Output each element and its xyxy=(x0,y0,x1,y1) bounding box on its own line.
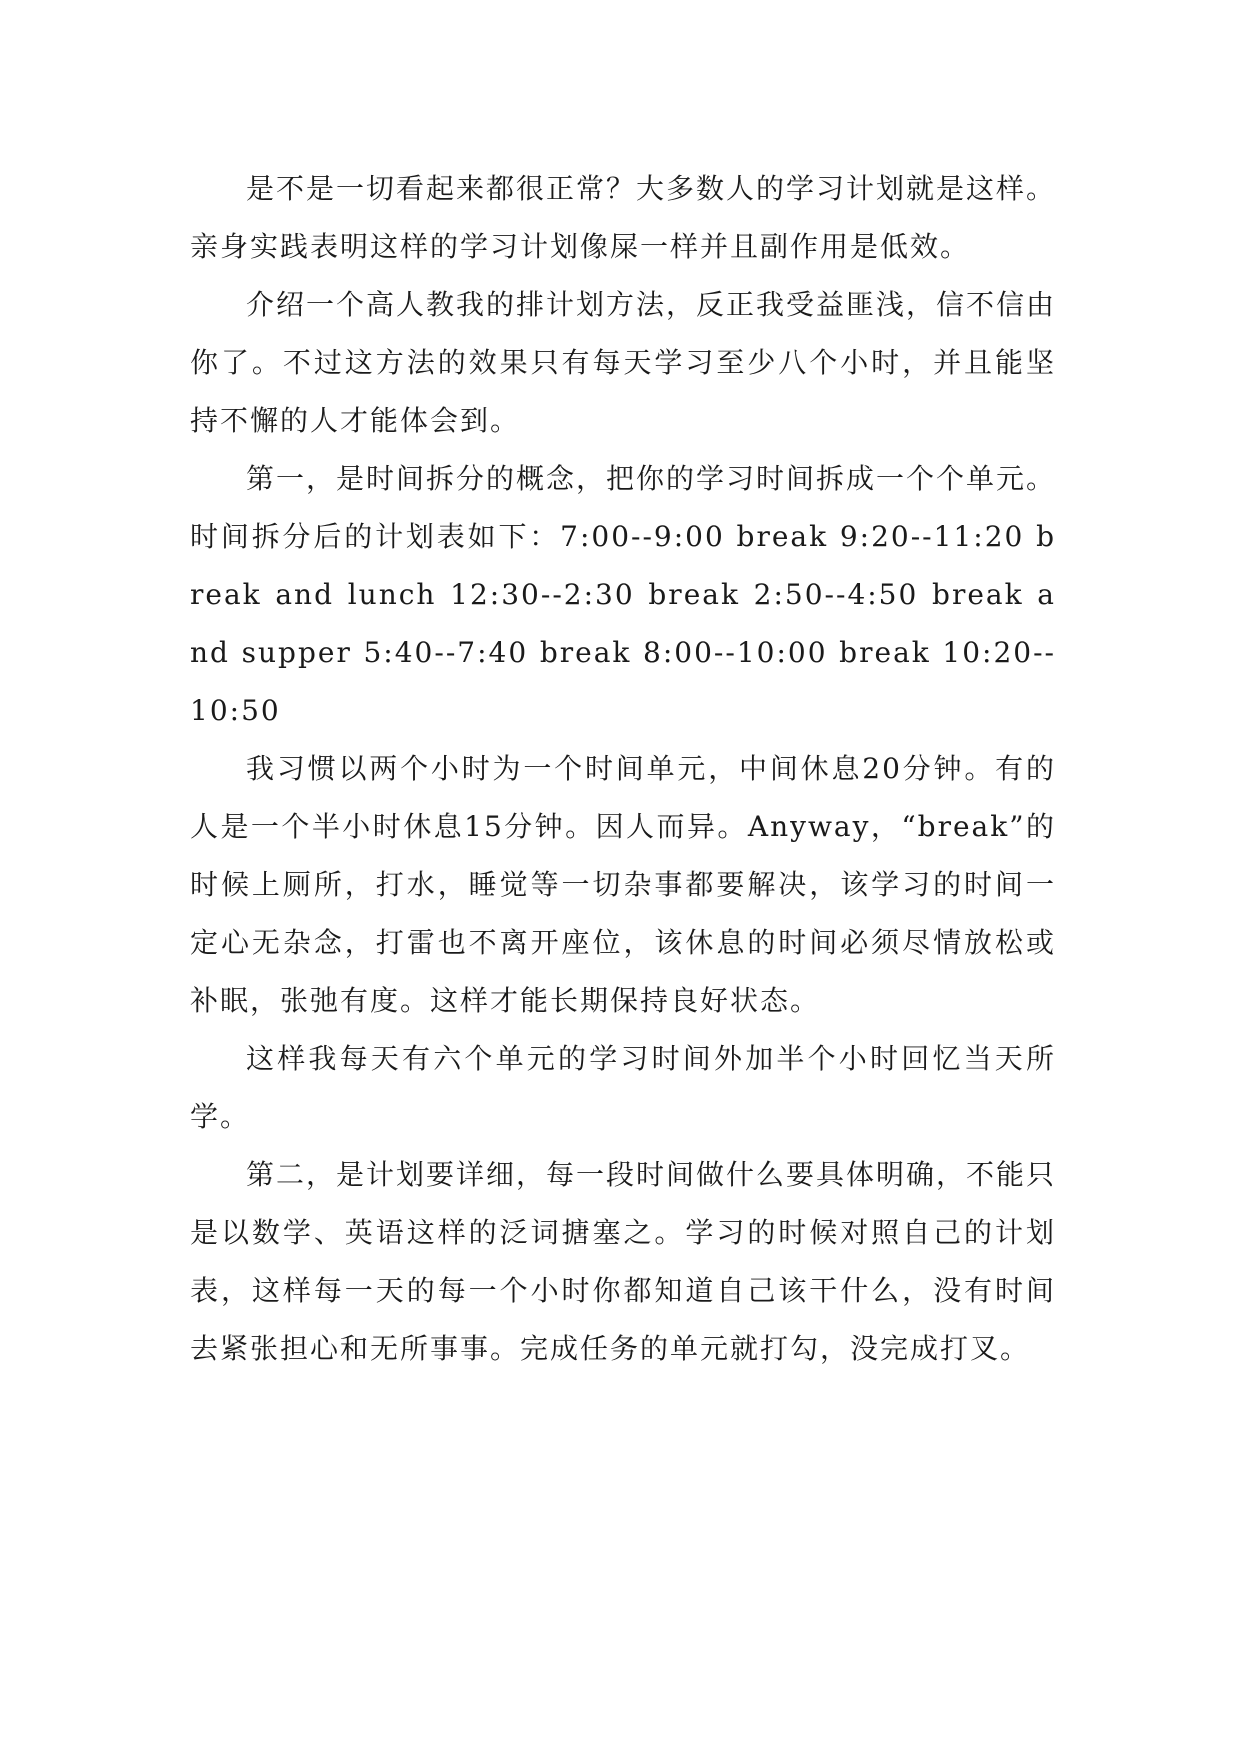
paragraph-2: 介绍一个高人教我的排计划方法，反正我受益匪浅，信不信由你了。不过这方法的效果只有每天学习至少八个小时，并且能坚持不懈的人才能体会到。 xyxy=(190,288,1057,437)
paragraph-5: 这样我每天有六个单元的学习时间外加半个小时回忆当天所学。 xyxy=(190,1042,1056,1133)
paragraph-3-schedule: 第一，是时间拆分的概念，把你的学习时间拆成一个个单元。时间拆分后的计划表如下：7:00--9:00 break 9:20--11:20 break and lunch 12:30--2:30 break 2:50--4:50 break and supper 5:40--7:40 break 8:00--10:00 break 10:20--10:50 xyxy=(190,462,1057,727)
document-body xyxy=(190,160,1056,1378)
paragraph-4: 我习惯以两个小时为一个时间单元，中间休息20分钟。有的人是一个半小时休息15分钟。因人而异。Anyway，“break”的时候上厕所，打水，睡觉等一切杂事都要解决，该学习的时间一定心无杂念，打雷也不离开座位，该休息的时间必须尽情放松或补眠，张弛有度。这样才能长期保持良好状态。 xyxy=(190,752,1056,1017)
paragraph-1: 是不是一切看起来都很正常？大多数人的学习计划就是这样。亲身实践表明这样的学习计划像屎一样并且副作用是低效。 xyxy=(190,172,1057,263)
paragraph-6: 第二，是计划要详细，每一段时间做什么要具体明确，不能只是以数学、英语这样的泛词搪塞之。学习的时候对照自己的计划表，这样每一天的每一个小时你都知道自己该干什么，没有时间去紧张担心和无所事事。完成任务的单元就打勾，没完成打叉。 xyxy=(190,1158,1057,1365)
